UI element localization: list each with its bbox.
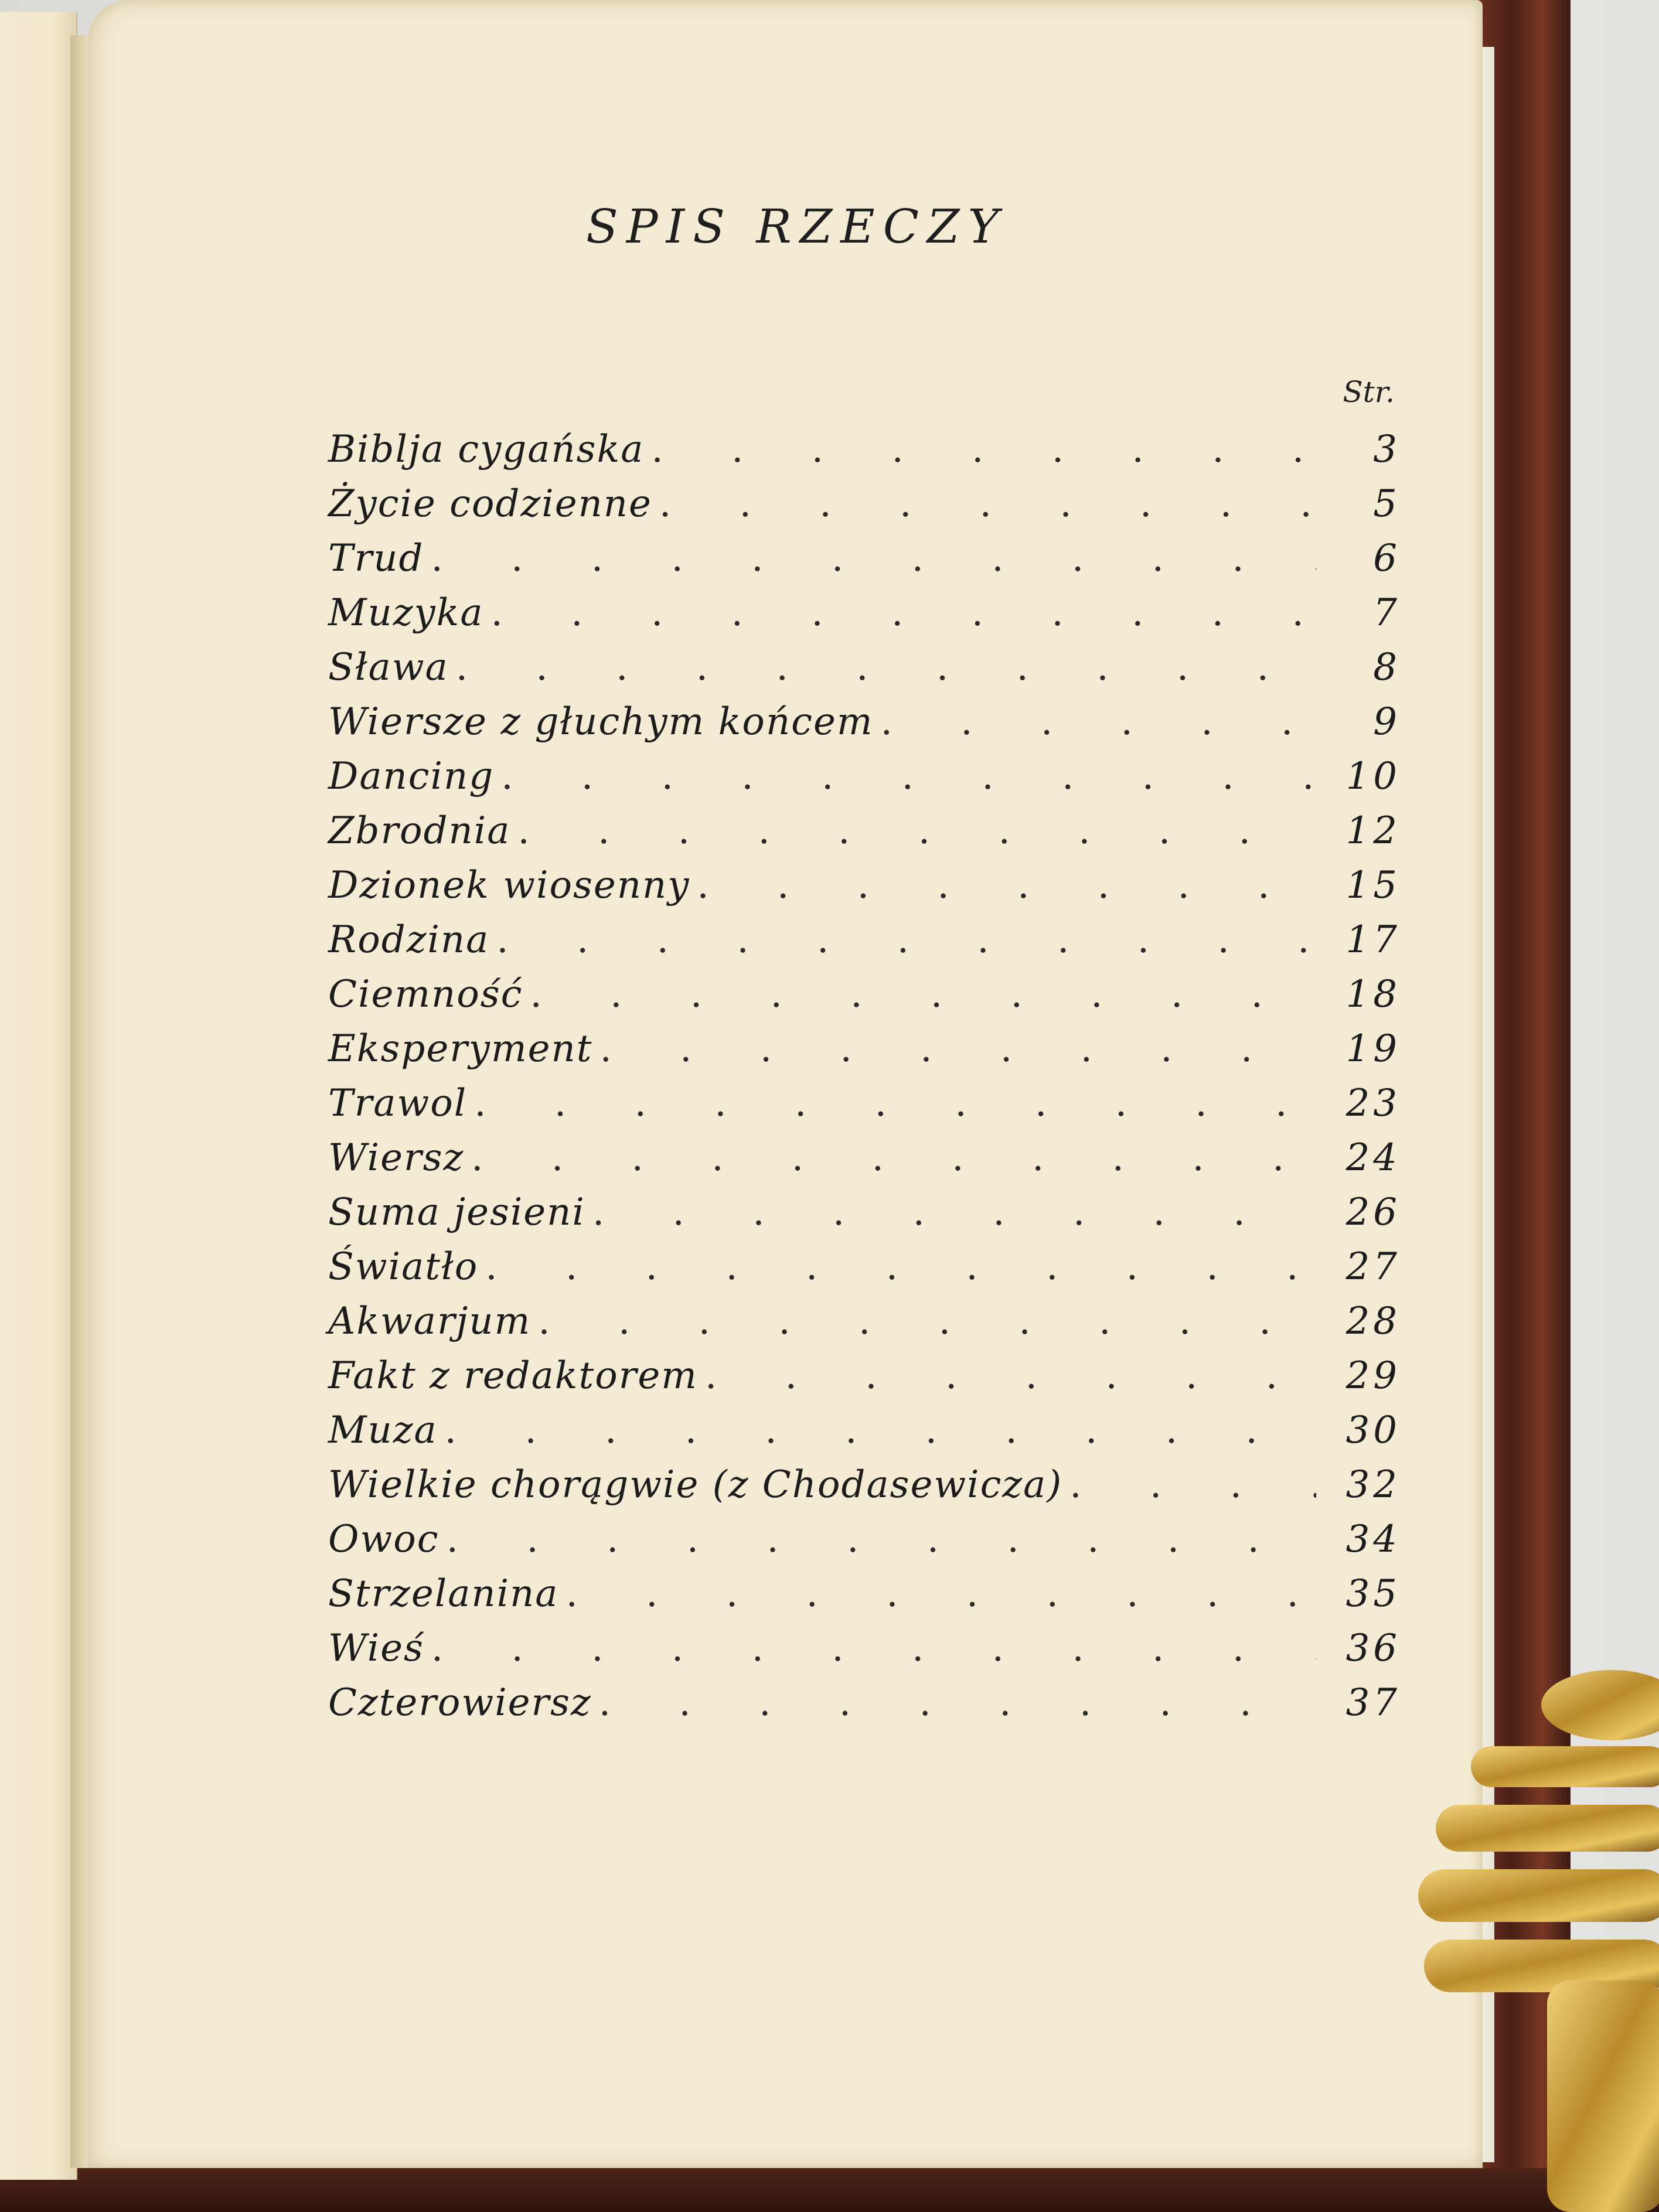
dot-leader (471, 1136, 1316, 1180)
dot-leader (447, 1518, 1316, 1561)
dot-leader (431, 537, 1316, 580)
left-page (0, 12, 77, 2180)
dot-leader (501, 755, 1316, 798)
toc-entry-page-number: 18 (1345, 973, 1401, 1016)
toc-entry-page-number: 26 (1345, 1191, 1401, 1234)
toc-entry (328, 591, 1401, 646)
dot-leader (592, 1191, 1316, 1234)
dot-leader (517, 809, 1316, 853)
toc-entry (328, 700, 1401, 755)
toc-entry-page-number: 37 (1345, 1681, 1401, 1724)
dot-leader (659, 482, 1316, 526)
toc-entry (328, 918, 1401, 973)
brass-hand-clip (1418, 1629, 1659, 2212)
page-title: SPIS RZECZY (586, 199, 1007, 254)
toc-entry-title: Światło (328, 1245, 479, 1289)
toc-entry (328, 1191, 1401, 1245)
dot-leader (599, 1681, 1316, 1724)
dot-leader (1069, 1463, 1316, 1507)
toc-entry (328, 1463, 1401, 1518)
toc-entry (328, 537, 1401, 591)
toc-entry-title: Dancing (328, 755, 495, 798)
toc-entry-page-number: 28 (1345, 1300, 1401, 1343)
toc-entry-page-number: 27 (1345, 1245, 1401, 1289)
toc-entry-page-number: 24 (1345, 1136, 1401, 1180)
toc-entry-page-number: 15 (1345, 864, 1401, 907)
toc-entry (328, 1082, 1401, 1136)
toc-entry-page-number: 34 (1345, 1518, 1401, 1561)
toc-entry-page-number: 9 (1373, 700, 1401, 744)
toc-entry (328, 646, 1401, 700)
dot-leader (538, 1300, 1316, 1343)
toc-entry-title: Owoc (328, 1518, 440, 1561)
dot-leader (530, 973, 1316, 1016)
toc-entry-page-number: 29 (1345, 1354, 1401, 1398)
toc-entry-title: Wiersze z głuchym końcem (328, 700, 874, 744)
toc-entry (328, 1409, 1401, 1463)
toc-entry-page-number: 5 (1373, 482, 1401, 526)
toc-entry (328, 1027, 1401, 1082)
toc-entry-title: Dzionek wiosenny (328, 864, 690, 907)
toc-entry-title: Rodzina (328, 918, 490, 962)
toc-entry-title: Wieś (328, 1627, 424, 1670)
dot-leader (697, 864, 1316, 907)
toc-entry (328, 864, 1401, 918)
toc-entry-page-number: 35 (1345, 1572, 1401, 1615)
toc-entry (328, 1136, 1401, 1191)
toc-entry (328, 809, 1401, 864)
toc-entry-page-number: 10 (1345, 755, 1401, 798)
dot-leader (881, 700, 1316, 744)
toc-entry-title: Suma jesieni (328, 1191, 585, 1234)
toc-entry (328, 1518, 1401, 1572)
toc-entry (328, 1245, 1401, 1300)
toc-entry-title: Wielkie chorągwie (z Chodasewicza) (328, 1463, 1063, 1507)
toc-list (328, 428, 1401, 1736)
toc-entry-title: Wiersz (328, 1136, 465, 1180)
dot-leader (456, 646, 1316, 689)
toc-entry (328, 1681, 1401, 1736)
toc-entry-page-number: 8 (1373, 646, 1401, 689)
toc-entry (328, 755, 1401, 809)
wooden-base (0, 2168, 1659, 2212)
toc-entry (328, 428, 1401, 482)
toc-entry-page-number: 17 (1345, 918, 1401, 962)
dot-leader (496, 918, 1316, 962)
toc-entry-title: Trawol (328, 1082, 468, 1125)
toc-entry (328, 482, 1401, 537)
dot-leader (566, 1572, 1316, 1615)
toc-entry-page-number: 6 (1373, 537, 1401, 580)
toc-entry-title: Zbrodnia (328, 809, 511, 853)
toc-entry-title: Akwarjum (328, 1300, 532, 1343)
toc-entry (328, 1354, 1401, 1409)
dot-leader (485, 1245, 1316, 1289)
toc-entry-title: Muzyka (328, 591, 484, 635)
toc-entry-page-number: 36 (1345, 1627, 1401, 1670)
toc-entry-title: Fakt z redaktorem (328, 1354, 698, 1398)
toc-entry-title: Czterowiersz (328, 1681, 592, 1724)
dot-leader (431, 1627, 1316, 1670)
book-page (88, 0, 1483, 2168)
toc-entry (328, 1300, 1401, 1354)
dot-leader (651, 428, 1316, 471)
toc-entry-page-number: 3 (1373, 428, 1401, 471)
dot-leader (445, 1409, 1316, 1452)
dot-leader (474, 1082, 1316, 1125)
toc-entry-title: Trud (328, 537, 424, 580)
toc-entry-title: Sława (328, 646, 449, 689)
toc-entry (328, 1627, 1401, 1681)
toc-entry-title: Muza (328, 1409, 438, 1452)
toc-entry-title: Ciemność (328, 973, 523, 1016)
toc-entry (328, 973, 1401, 1027)
toc-entry-title: Strzelanina (328, 1572, 559, 1615)
toc-entry-title: Życie codzienne (328, 482, 652, 526)
toc-entry-page-number: 23 (1345, 1082, 1401, 1125)
page-column-label: Str. (1343, 375, 1395, 409)
toc-entry-page-number: 7 (1373, 591, 1401, 635)
dot-leader (491, 591, 1316, 635)
toc-entry-page-number: 19 (1345, 1027, 1401, 1071)
dot-leader (705, 1354, 1316, 1398)
toc-entry-page-number: 12 (1345, 809, 1401, 853)
toc-entry-title: Biblja cygańska (328, 428, 645, 471)
toc-entry-page-number: 30 (1345, 1409, 1401, 1452)
dot-leader (599, 1027, 1316, 1071)
toc-entry (328, 1572, 1401, 1627)
toc-entry-title: Eksperyment (328, 1027, 593, 1071)
toc-entry-page-number: 32 (1345, 1463, 1401, 1507)
